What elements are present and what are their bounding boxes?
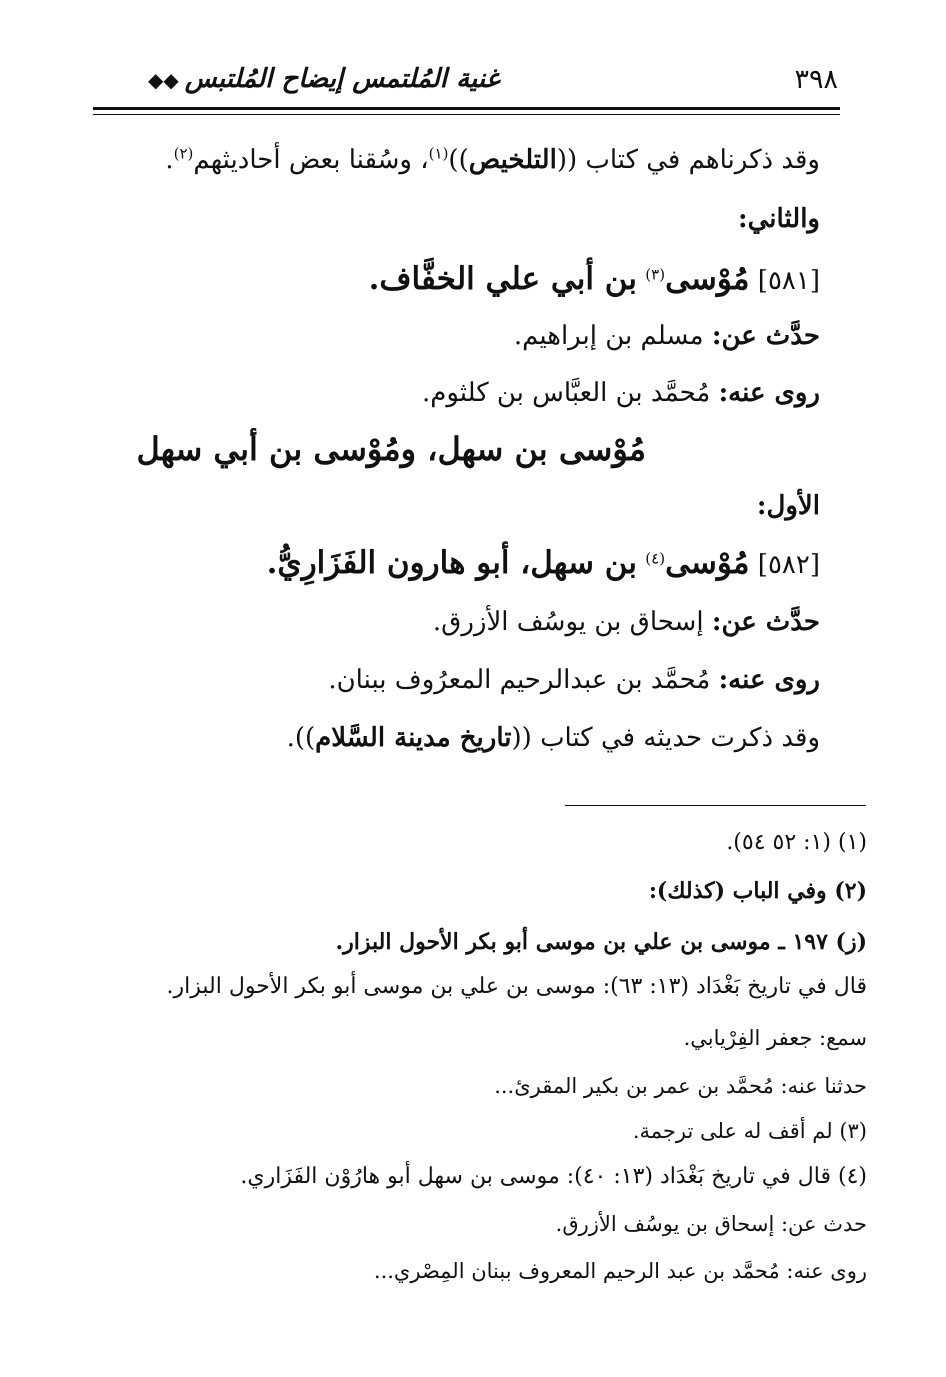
footnote-1: (١) (١: ٥٢ ٥٤). xyxy=(726,830,867,855)
field-value: إسحاق بن يوسُف الأزرق. xyxy=(432,607,704,637)
subheading-second: والثاني: xyxy=(738,204,820,234)
diamond-ornament-icon: ◆◆ xyxy=(148,68,179,92)
field-label: روى عنه: xyxy=(718,378,820,408)
entry-number: [٥٨٢] xyxy=(757,550,820,580)
entry-582-narrators xyxy=(328,663,820,697)
footnote-4-narrators: روى عنه: مُحمَّد بن عبد الرحيم المعروف ببنان المِصْري... xyxy=(373,1259,867,1283)
footnote-ref-1: (١) xyxy=(428,144,449,163)
field-value: مُحمَّد بن عبدالرحيم المعرُوف ببنان. xyxy=(328,665,711,695)
footnote-divider xyxy=(565,805,866,806)
text-segment: ، وسُقنا بعض أحاديثهم xyxy=(193,145,429,175)
footnote-2-heard: سمع: جعفر الفِرْيابي. xyxy=(683,1026,867,1050)
text-segment: )). xyxy=(286,723,316,753)
footnote-2-entry: (ز) ١٩٧ ـ موسى بن علي بن موسى أبو بكر الأحول البزار. xyxy=(335,929,867,955)
entry-name: بن أبي علي الخفَّاف. xyxy=(368,261,638,297)
text-segment: وقد ذكرناهم في كتاب (( xyxy=(556,145,820,175)
running-header xyxy=(148,64,499,94)
book-reference: التلخيص xyxy=(468,145,557,175)
text-segment: . xyxy=(165,145,174,175)
entry-582-heading xyxy=(267,546,820,582)
field-value: مُحمَّد بن العبَّاس بن كلثوم. xyxy=(421,378,711,408)
entry-name: مُوْسى xyxy=(665,261,750,297)
entry-582-narrated-from xyxy=(433,605,820,639)
field-label: روى عنه: xyxy=(718,665,820,695)
entry-number: [٥٨١] xyxy=(757,266,820,296)
entry-581-narrated-from xyxy=(514,319,820,353)
footnote-ref-3: (٣) xyxy=(645,265,666,284)
section-heading: مُوْسى بن سهل، ومُوْسى بن أبي سهل xyxy=(136,430,646,468)
field-value: مسلم بن إبراهيم. xyxy=(513,321,704,351)
entry-581-narrators xyxy=(422,376,820,410)
footnote-4: (٤) قال في تاريخ بَغْدَاد (١٣: ٤٠): موسى بن سهل أبو هارُوْن الفَزَاري. xyxy=(240,1164,867,1189)
page-number: ٣٩٨ xyxy=(794,64,838,95)
footnote-3: (٣) لم أقف له على ترجمة. xyxy=(632,1119,867,1143)
header-rule-thick xyxy=(93,107,840,110)
footnote-2-narrated: حدثنا عنه: مُحمَّد بن عمر بن بكير المقرئ... xyxy=(494,1074,867,1098)
text-segment: وقد ذكرت حديثه في كتاب (( xyxy=(511,723,820,753)
footnote-ref-4: (٤) xyxy=(645,549,666,568)
subheading-first: الأول: xyxy=(756,491,820,521)
field-label: حدَّث عن: xyxy=(711,321,820,351)
entry-581-heading xyxy=(369,262,820,298)
body-line-10 xyxy=(287,721,820,755)
footnote-ref-2: (٢) xyxy=(173,144,194,163)
footnote-2-citation: قال في تاريخ بَغْدَاد (١٣: ٦٣): موسى بن علي بن موسى أبو بكر الأحول البزار. xyxy=(166,974,867,999)
book-title: غنية المُلتمس إيضاح المُلتبس xyxy=(184,64,500,94)
field-label: حدَّث عن: xyxy=(711,607,820,637)
text-segment: )) xyxy=(448,145,469,175)
body-line-1 xyxy=(165,143,820,177)
footnote-2: (٢) وفي الباب (كذلك): xyxy=(648,878,867,904)
entry-name: بن سهل، أبو هارون الفَزَارِيُّ. xyxy=(266,545,638,581)
footnote-4-narrated-from: حدث عن: إسحاق بن يوسُف الأزرق. xyxy=(555,1212,867,1236)
book-reference: تاريخ مدينة السَّلام xyxy=(315,723,512,753)
entry-name: مُوْسى xyxy=(665,545,750,581)
header-rule-thin xyxy=(93,114,840,115)
